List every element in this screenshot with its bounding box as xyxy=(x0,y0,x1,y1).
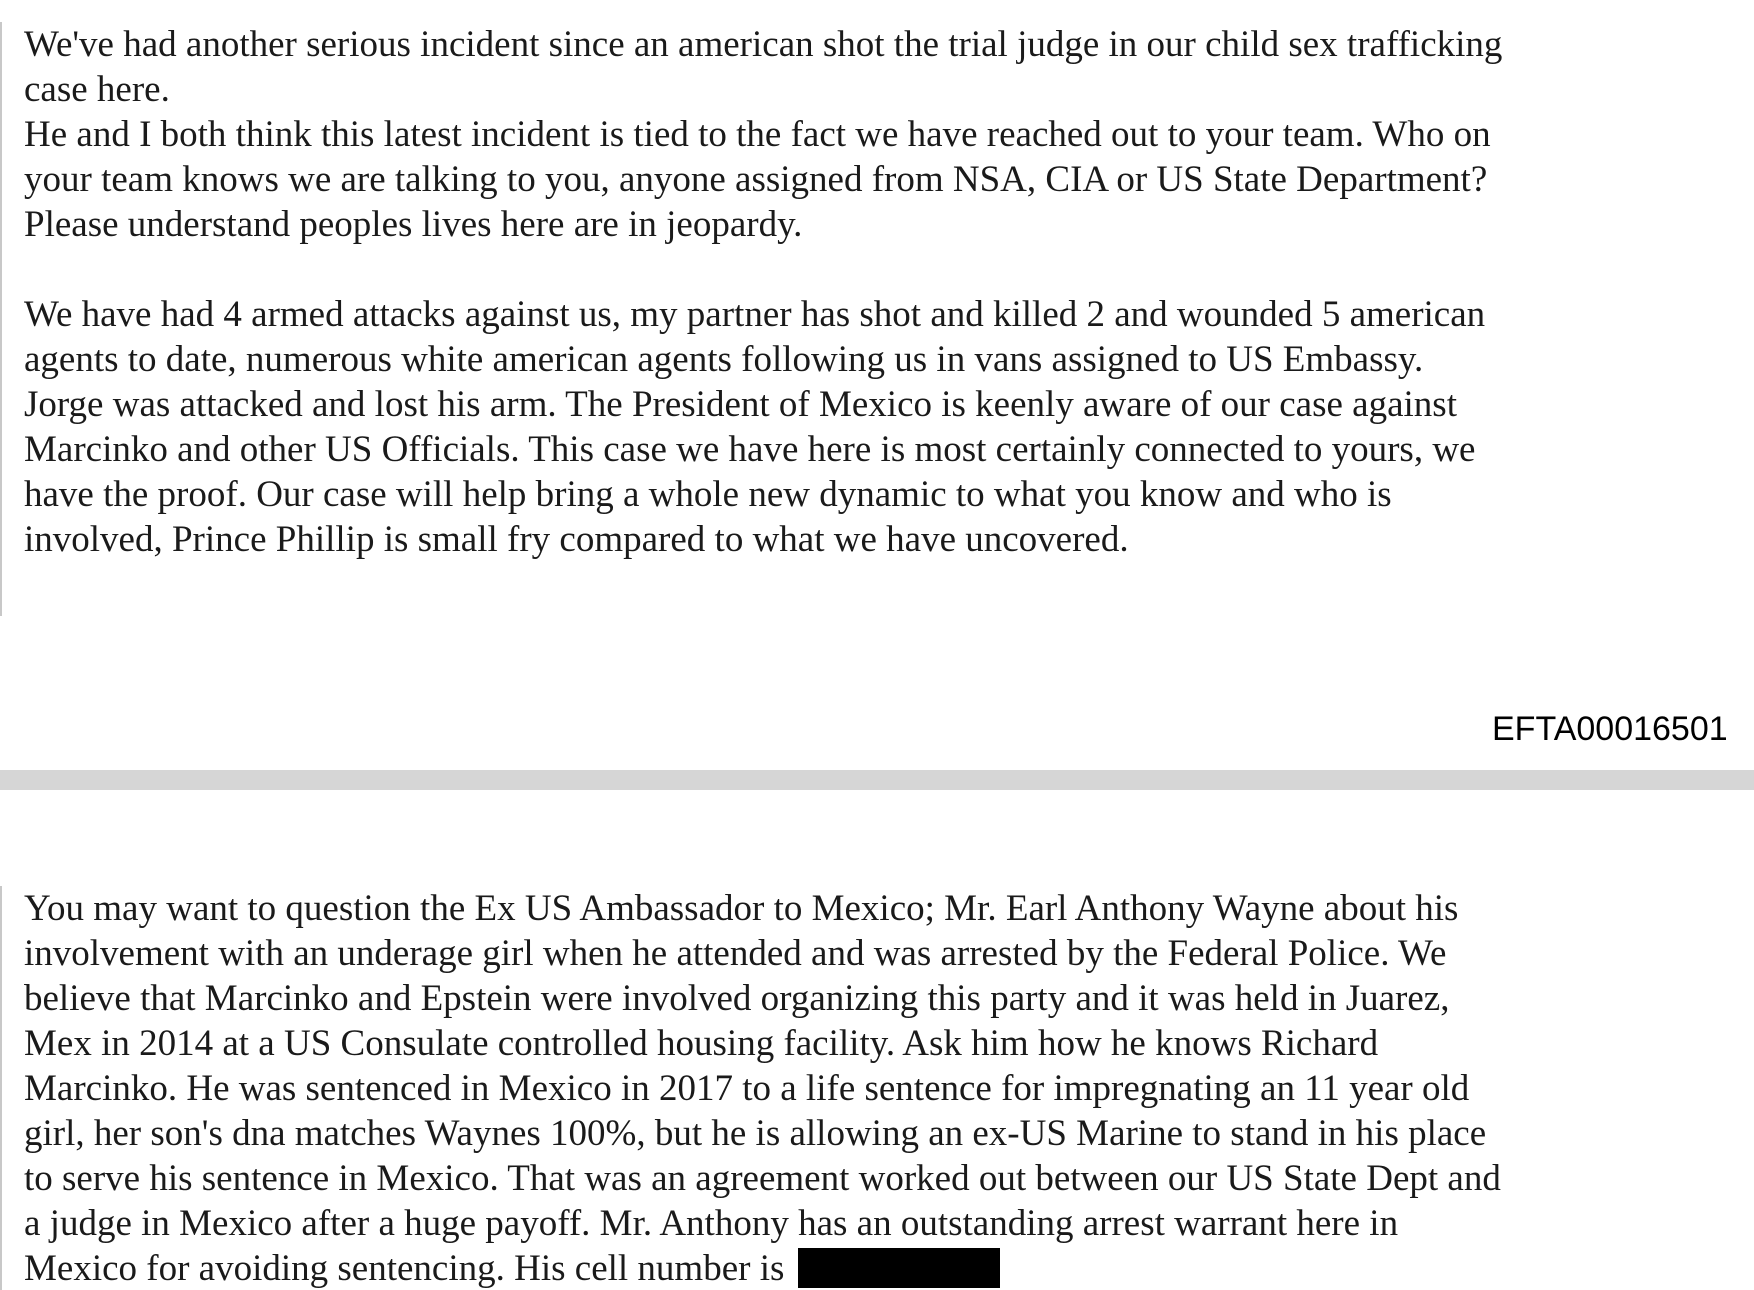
body-line: Marcinko. He was sentenced in Mexico in 2017 to a life sentence for impregnating an 11 year old xyxy=(24,1068,1470,1109)
redaction-box xyxy=(798,1248,1000,1288)
quoted-email-block xyxy=(0,886,1724,1290)
body-line: You may want to question the Ex US Ambassador to Mexico; Mr. Earl Anthony Wayne about his xyxy=(24,888,1459,929)
body-line: Mex in 2014 at a US Consulate controlled housing facility. Ask him how he knows Richard xyxy=(24,1023,1379,1064)
body-line: Jorge was attacked and lost his arm. The President of Mexico is keenly aware of our case against xyxy=(24,384,1457,425)
body-line: He and I both think this latest incident is tied to the fact we have reached out to your team. Who on xyxy=(24,114,1491,155)
body-line: to serve his sentence in Mexico. That was an agreement worked out between our US State Dept and xyxy=(24,1158,1501,1199)
body-line-text: Mexico for avoiding sentencing. His cell number is xyxy=(24,1248,785,1289)
body-line-with-redaction xyxy=(24,1246,1724,1290)
body-line: believe that Marcinko and Epstein were involved organizing this party and it was held in Juarez, xyxy=(24,978,1450,1019)
body-line: your team knows we are talking to you, anyone assigned from NSA, CIA or US State Department? xyxy=(24,159,1488,200)
body-line: Marcinko and other US Officials. This case we have here is most certainly connected to yours, we xyxy=(24,429,1476,470)
paragraph-spacer xyxy=(24,247,1724,292)
body-line: We have had 4 armed attacks against us, my partner has shot and killed 2 and wounded 5 american xyxy=(24,294,1486,335)
body-line: involved, Prince Phillip is small fry compared to what we have uncovered. xyxy=(24,519,1129,560)
document-page-bottom xyxy=(0,790,1754,1290)
body-line: involvement with an underage girl when he attended and was arrested by the Federal Police. We xyxy=(24,933,1447,974)
body-line: We've had another serious incident since an american shot the trial judge in our child sex trafficking xyxy=(24,24,1503,65)
bates-number: EFTA00016501 xyxy=(1492,710,1728,748)
body-line: agents to date, numerous white american agents following us in vans assigned to US Embassy. xyxy=(24,339,1424,380)
page-separator xyxy=(0,770,1754,790)
body-line: case here. xyxy=(24,69,170,110)
quoted-email-block xyxy=(0,22,1724,616)
body-line: Please understand peoples lives here are in jeopardy. xyxy=(24,204,803,245)
body-line: girl, her son's dna matches Waynes 100%, but he is allowing an ex-US Marine to stand in his place xyxy=(24,1113,1487,1154)
body-line: a judge in Mexico after a huge payoff. Mr. Anthony has an outstanding arrest warrant here in xyxy=(24,1203,1399,1244)
body-line: have the proof. Our case will help bring a whole new dynamic to what you know and who is xyxy=(24,474,1392,515)
